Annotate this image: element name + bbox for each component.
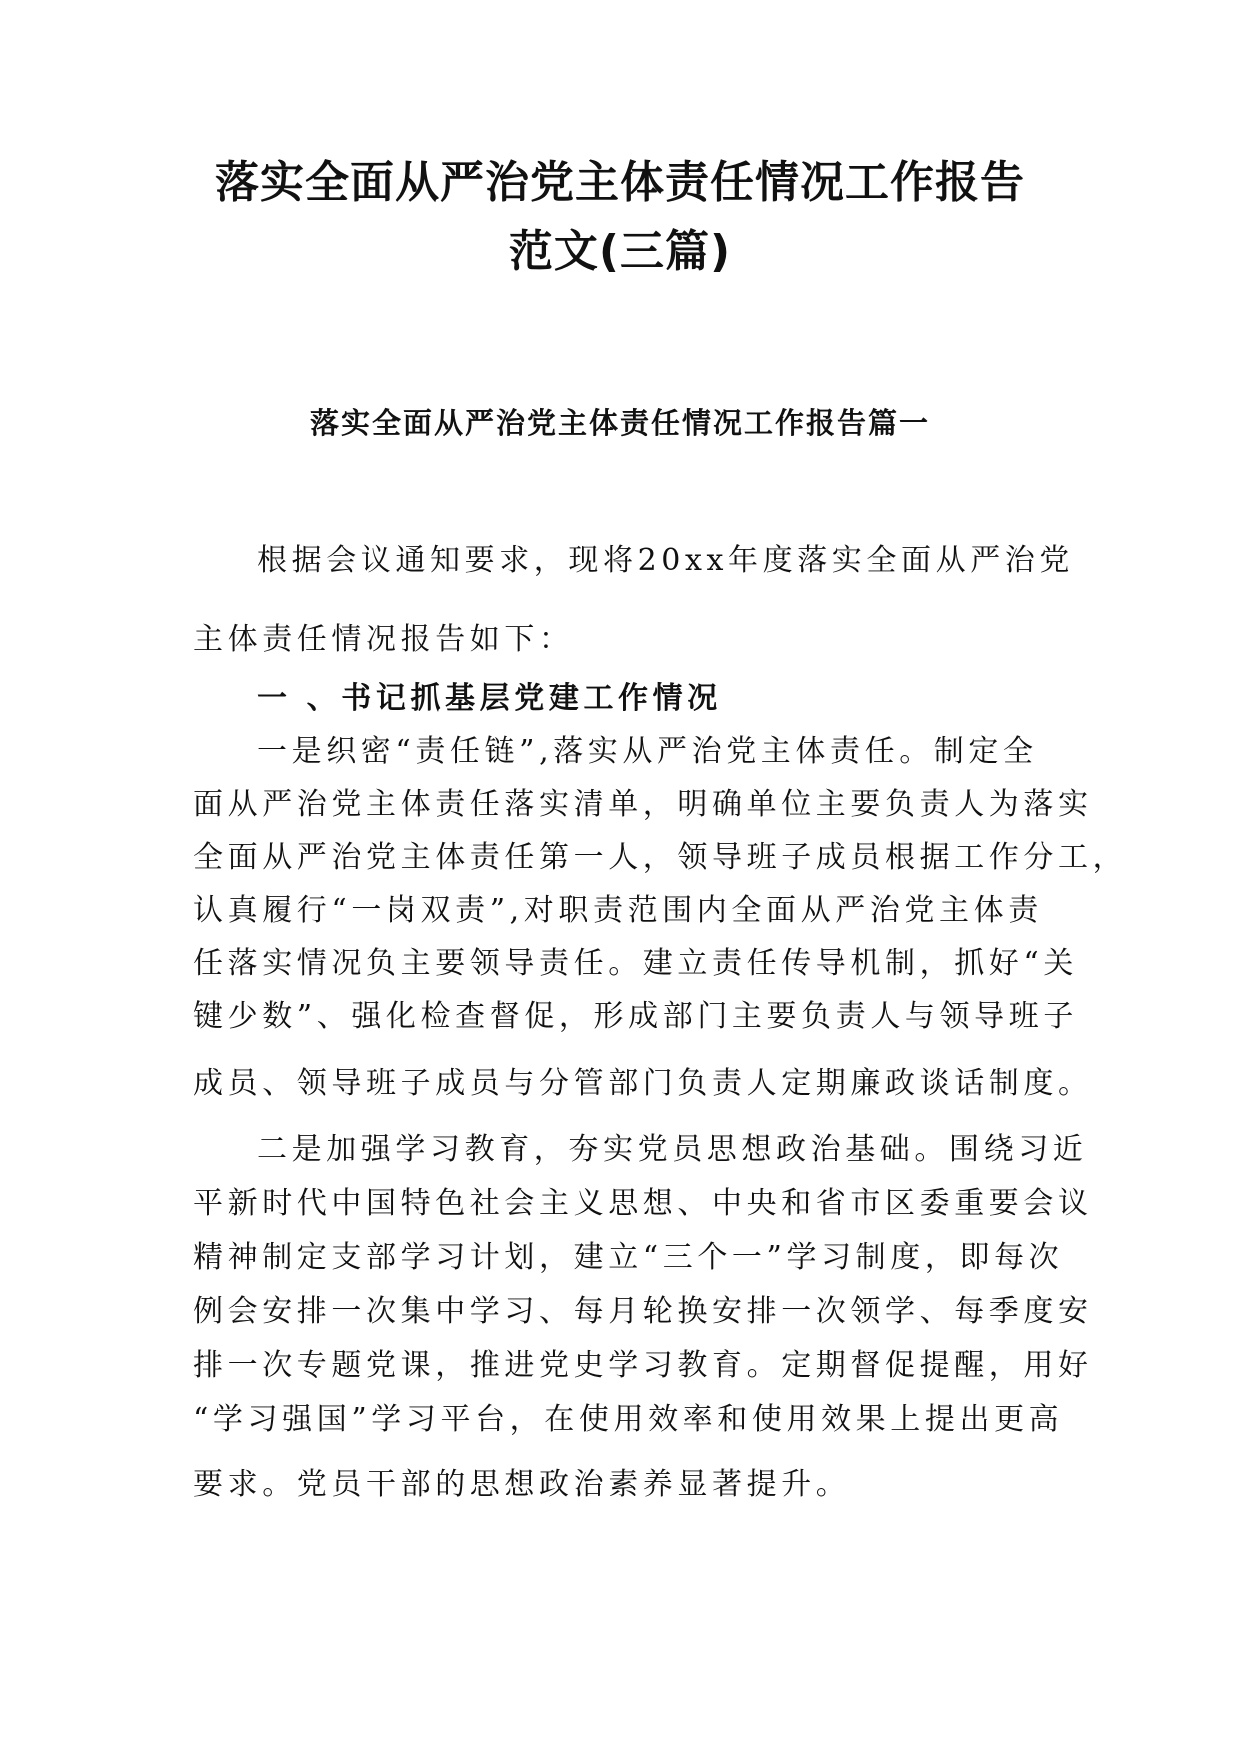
- section-title: 落实全面从严治党主体责任情况工作报告篇一: [309, 406, 930, 440]
- intro-line: 主体责任情况报告如下：: [193, 622, 574, 657]
- para-2-line: 平新时代中国特色社会主义思想、中央和省市区委重要会议: [193, 1186, 1093, 1221]
- para-2-line: 二是加强学习教育，夯实党员思想政治基础。围绕习近: [257, 1132, 1088, 1167]
- para-2-line: 例会安排一次集中学习、每月轮换安排一次领学、每季度安: [193, 1294, 1093, 1329]
- para-1-line: 键少数”、强化检查督促，形成部门主要负责人与领导班子: [193, 999, 1078, 1034]
- intro-line: 根据会议通知要求，现将20xx年度落实全面从严治党: [257, 543, 1075, 578]
- para-1-line: 面从严治党主体责任落实清单，明确单位主要负责人为落实: [193, 787, 1093, 822]
- para-2-line: 精神制定支部学习计划，建立“三个一”学习制度，即每次: [193, 1240, 1064, 1275]
- heading-1: 一 、书记抓基层党建工作情况: [257, 681, 722, 716]
- para-1-line: 一是织密“责任链”,落实从严治党主体责任。制定全: [257, 734, 1038, 769]
- para-1-line: 认真履行“一岗双责”,对职责范围内全面从严治党主体责: [193, 893, 1043, 928]
- para-2-line: 排一次专题党课，推进党史学习教育。定期督促提醒，用好: [193, 1348, 1093, 1383]
- para-1-line: 成员、领导班子成员与分管部门负责人定期廉政谈话制度。: [193, 1066, 1093, 1101]
- para-2-line: “学习强国”学习平台，在使用效率和使用效果上提出更高: [193, 1402, 1064, 1437]
- document-title-line-2: 范文(三篇): [508, 226, 732, 277]
- para-1-line: 全面从严治党主体责任第一人，领导班子成员根据工作分工，: [193, 840, 1128, 875]
- para-1-line: 任落实情况负主要领导责任。建立责任传导机制，抓好“关: [193, 946, 1078, 981]
- document-title-line-1: 落实全面从严治党主体责任情况工作报告: [215, 157, 1025, 208]
- para-2-line: 要求。党员干部的思想政治素养显著提升。: [193, 1467, 851, 1502]
